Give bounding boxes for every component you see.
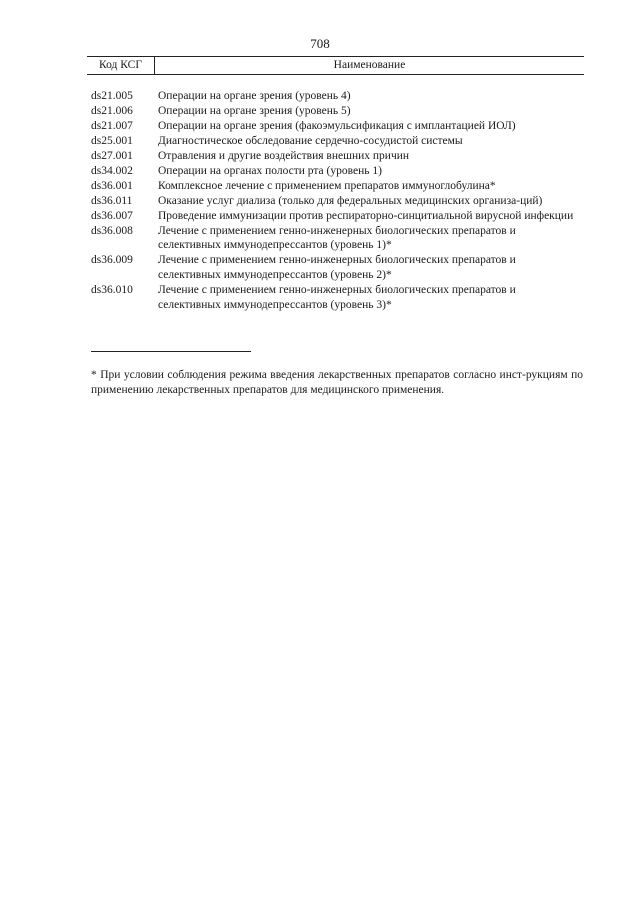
table-row (91, 164, 581, 179)
row-name: Операции на органе зрения (факоэмульсификация с имплантацией ИОЛ) (158, 119, 516, 132)
row-name: Диагностическое обследование сердечно-сосудистой системы (158, 134, 463, 147)
row-name: Оказание услуг диализа (только для федеральных медицинских организа-ций) (158, 194, 543, 207)
table-row (91, 209, 581, 224)
row-name: Операции на органе зрения (уровень 5) (158, 104, 351, 117)
table-row (91, 89, 581, 104)
table-body (91, 89, 581, 313)
row-code: ds36.010 (91, 284, 133, 297)
row-code: ds36.008 (91, 224, 133, 237)
row-name: Лечение с применением генно-инженерных биологических препаратов и селективных иммунодепрессантов (уровень 3)* (158, 284, 516, 311)
row-code: ds36.001 (91, 179, 133, 192)
row-code: ds36.007 (91, 209, 133, 222)
row-code: ds36.009 (91, 254, 133, 267)
header-code-column: Код КСГ (87, 57, 155, 74)
table-row (91, 194, 581, 209)
table-row (91, 134, 581, 149)
page-number: 708 (310, 36, 330, 51)
header-name-column: Наименование (333, 59, 406, 71)
row-name: Лечение с применением генно-инженерных биологических препаратов и селективных иммунодепрессантов (уровень 2)* (158, 254, 516, 282)
table-row (91, 253, 581, 282)
row-name: Операции на органе зрения (уровень 4) (158, 90, 351, 102)
row-code: ds27.001 (91, 149, 133, 162)
row-code: ds21.006 (91, 104, 133, 117)
row-code: ds34.002 (91, 164, 133, 177)
row-name: Проведение иммунизации против респираторно-синцитиальной вирусной инфекции (158, 209, 574, 222)
row-code: ds21.005 (91, 90, 133, 102)
table-header (87, 56, 584, 75)
footnote-divider (91, 351, 251, 352)
table-row (91, 119, 581, 134)
row-code: ds21.007 (91, 119, 133, 132)
table-row (91, 104, 581, 119)
row-code: ds25.001 (91, 134, 133, 147)
row-name: Отравления и другие воздействия внешних причин (158, 149, 410, 162)
row-name: Лечение с применением генно-инженерных биологических препаратов и селективных иммунодепрессантов (уровень 1)* (158, 224, 516, 252)
row-name: Операции на органах полости рта (уровень 1) (158, 164, 382, 177)
table-row (91, 179, 581, 194)
table-row (91, 224, 581, 253)
table-row (91, 149, 581, 164)
footnote: * При условии соблюдения режима введения лекарственных препаратов согласно инст-рукциям по применению лекарственных препаратов для медицинского применения. (91, 369, 583, 396)
row-name: Комплексное лечение с применением препаратов иммуноглобулина* (158, 179, 496, 192)
row-code: ds36.011 (91, 194, 133, 207)
table-row (91, 283, 581, 312)
